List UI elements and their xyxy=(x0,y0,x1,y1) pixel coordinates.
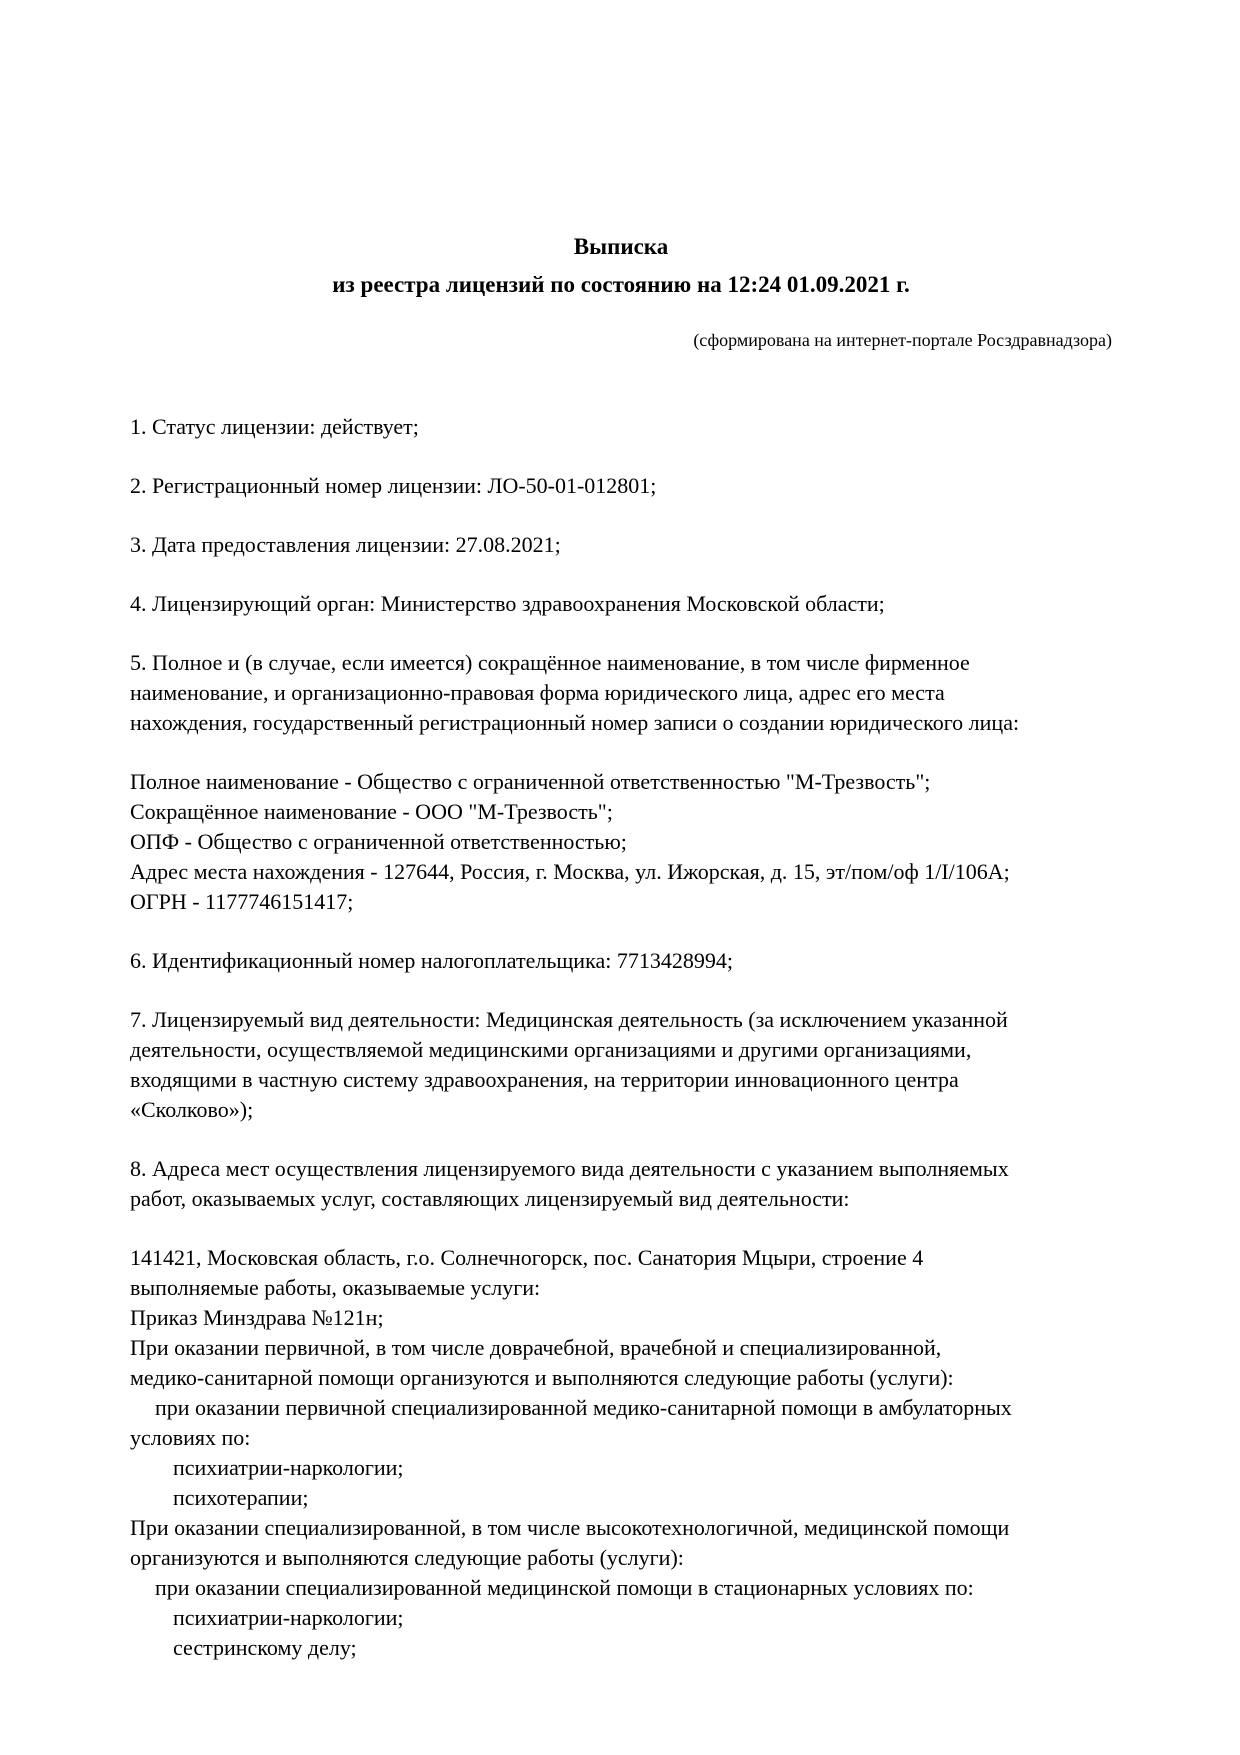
text-line: 3. Дата предоставления лицензии: 27.08.2021; xyxy=(130,532,561,557)
text-line: сестринскому делу; xyxy=(173,1635,357,1660)
paragraph xyxy=(130,412,1112,442)
text-line: 2. Регистрационный номер лицензии: ЛО-50-01-012801; xyxy=(130,473,657,498)
text-line: при оказании специализированной медицинской помощи в стационарных условиях по: xyxy=(155,1575,974,1600)
text-line: психотерапии; xyxy=(173,1485,309,1510)
text-line: 6. Идентификационный номер налогоплательщика: 7713428994; xyxy=(130,948,733,973)
paragraph xyxy=(130,946,1112,976)
text-line: медико-санитарной помощи организуются и выполняются следующие работы (услуги): xyxy=(130,1365,954,1390)
paragraph xyxy=(130,1005,1112,1125)
paragraph xyxy=(130,1243,1112,1663)
paragraph xyxy=(130,648,1112,738)
text-line: при оказании первичной специализированной медико-санитарной помощи в амбулаторных xyxy=(155,1395,1012,1420)
document-title xyxy=(130,228,1112,304)
text-line: Адрес места нахождения - 127644, Россия, г. Москва, ул. Ижорская, д. 15, эт/пом/оф 1/I/106А; xyxy=(130,859,1010,884)
document-title-line1: Выписка xyxy=(573,234,669,259)
text-line: выполняемые работы, оказываемые услуги: xyxy=(130,1275,541,1300)
paragraph xyxy=(130,767,1112,917)
text-line: 4. Лицензирующий орган: Министерство здравоохранения Московской области; xyxy=(130,591,885,616)
text-line: входящими в частную систему здравоохранения, на территории инновационного центра xyxy=(130,1067,959,1092)
text-line: «Сколково»); xyxy=(130,1097,254,1122)
text-line: наименование, и организационно-правовая форма юридического лица, адрес его места xyxy=(130,680,945,705)
text-line: 5. Полное и (в случае, если имеется) сокращённое наименование, в том числе фирменное xyxy=(130,650,970,675)
text-line: 7. Лицензируемый вид деятельности: Медицинская деятельность (за исключением указанной xyxy=(130,1007,1008,1032)
paragraph xyxy=(130,530,1112,560)
text-line: ОГРН - 1177746151417; xyxy=(130,889,354,914)
text-line: организуются и выполняются следующие работы (услуги): xyxy=(130,1545,684,1570)
document-body xyxy=(130,412,1112,1663)
paragraph xyxy=(130,1154,1112,1214)
paragraph xyxy=(130,589,1112,619)
text-line: Сокращённое наименование - ООО "М-Трезвость"; xyxy=(130,799,613,824)
text-line: 1. Статус лицензии: действует; xyxy=(130,414,419,439)
text-line: ОПФ - Общество с ограниченной ответственностью; xyxy=(130,829,627,854)
text-line: работ, оказываемых услуг, составляющих лицензируемый вид деятельности: xyxy=(130,1186,850,1211)
text-line: 141421, Московская область, г.о. Солнечногорск, пос. Санатория Мцыри, строение 4 xyxy=(130,1245,924,1270)
text-line: Полное наименование - Общество с ограниченной ответственностью "М-Трезвость"; xyxy=(130,769,931,794)
text-line: нахождения, государственный регистрационный номер записи о создании юридического лица: xyxy=(130,710,1020,735)
text-line: При оказании специализированной, в том числе высокотехнологичной, медицинской помощи xyxy=(130,1515,1010,1540)
text-line: психиатрии-наркологии; xyxy=(173,1605,404,1630)
text-line: деятельности, осуществляемой медицинскими организациями и другими организациями, xyxy=(130,1037,972,1062)
document-subtitle: (сформирована на интернет-портале Росздравнадзора) xyxy=(693,330,1112,350)
text-line: условиях по: xyxy=(130,1425,251,1450)
text-line: 8. Адреса мест осуществления лицензируемого вида деятельности с указанием выполняемых xyxy=(130,1156,1009,1181)
text-line: При оказании первичной, в том числе доврачебной, врачебной и специализированной, xyxy=(130,1335,942,1360)
document-title-line2: из реестра лицензий по состоянию на 12:24 01.09.2021 г. xyxy=(332,272,910,297)
text-line: психиатрии-наркологии; xyxy=(173,1455,404,1480)
paragraph xyxy=(130,471,1112,501)
text-line: Приказ Минздрава №121н; xyxy=(130,1305,384,1330)
